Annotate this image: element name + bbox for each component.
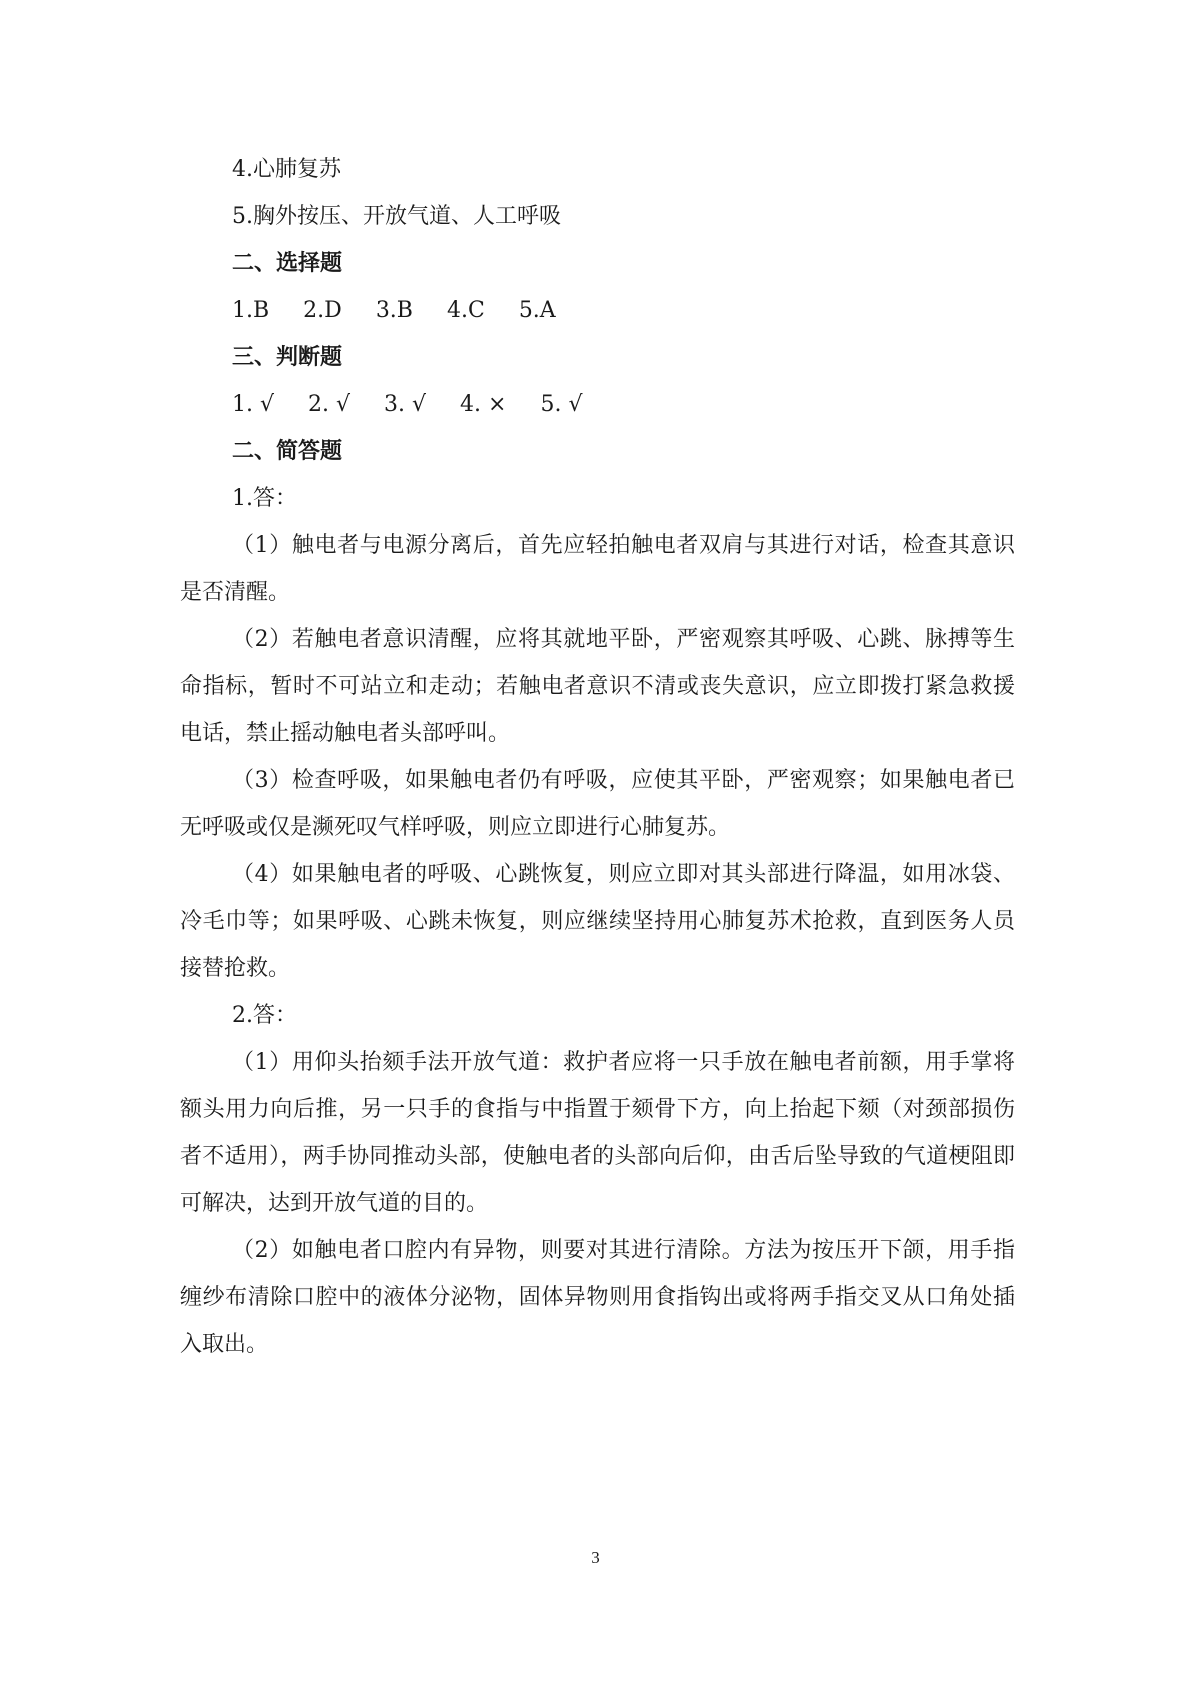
page-content	[180, 146, 1015, 1368]
fill-answer-4: 4.心肺复苏	[232, 157, 341, 182]
choice-answers	[180, 287, 1015, 334]
q1-paragraph: （4）如果触电者的呼吸、心跳恢复，则应立即对其头部进行降温，如用冰袋、冷毛巾等；如果呼吸、心跳未恢复，则应继续坚持用心肺复苏术抢救，直到医务人员接替抢救。	[180, 862, 1015, 981]
choice-answer: 5.A	[518, 298, 556, 323]
q1-paragraph: （2）若触电者意识清醒，应将其就地平卧，严密观察其呼吸、心跳、脉搏等生命指标，暂时不可站立和走动；若触电者意识不清或丧失意识，应立即拨打紧急救援电话，禁止摇动触电者头部呼叫。	[180, 627, 1015, 746]
page-number: 3	[591, 1548, 600, 1567]
q2-paragraph: （2）如触电者口腔内有异物，则要对其进行清除。方法为按压开下颌，用手指缠纱布清除口腔中的液体分泌物，固体异物则用食指钩出或将两手指交叉从口角处插入取出。	[180, 1238, 1015, 1357]
choice-answer: 3.B	[375, 298, 413, 323]
judge-answers	[180, 381, 1015, 428]
judge-answer: 2. √	[308, 392, 351, 417]
judge-answer: 1. √	[232, 392, 275, 417]
judge-heading: 三、判断题	[232, 345, 343, 370]
judge-answer: 3. √	[384, 392, 427, 417]
short-answer-heading: 二、简答题	[232, 439, 343, 464]
choice-answer: 4.C	[446, 298, 485, 323]
fill-answer-5: 5.胸外按压、开放气道、人工呼吸	[232, 204, 561, 229]
q2-label: 2.答：	[232, 1003, 297, 1028]
q1-label: 1.答：	[232, 486, 297, 511]
judge-answer: 4. ×	[460, 392, 507, 417]
judge-answer: 5. √	[540, 392, 583, 417]
choice-answer: 1.B	[232, 298, 270, 323]
choice-heading: 二、选择题	[232, 251, 343, 276]
q1-paragraph: （3）检查呼吸，如果触电者仍有呼吸，应使其平卧，严密观察；如果触电者已无呼吸或仅是濒死叹气样呼吸，则应立即进行心肺复苏。	[180, 768, 1015, 840]
q1-paragraph: （1）触电者与电源分离后，首先应轻拍触电者双肩与其进行对话，检查其意识是否清醒。	[180, 533, 1015, 605]
q2-paragraph: （1）用仰头抬颏手法开放气道：救护者应将一只手放在触电者前额，用手掌将额头用力向后推，另一只手的食指与中指置于颏骨下方，向上抬起下颏（对颈部损伤者不适用），两手协同推动头部，使触电者的头部向后仰，由舌后坠导致的气道梗阻即可解决，达到开放气道的目的。	[180, 1050, 1015, 1216]
choice-answer: 2.D	[303, 298, 342, 323]
